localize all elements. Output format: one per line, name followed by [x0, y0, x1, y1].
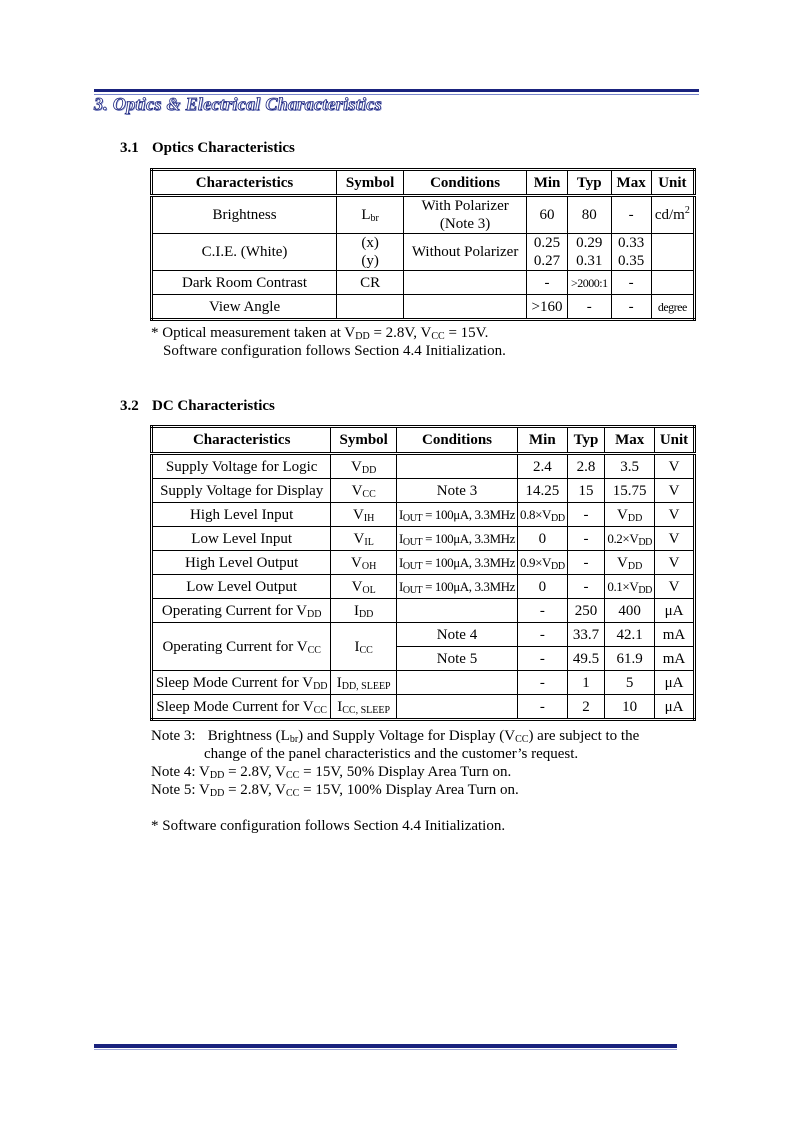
cell-unit: μA — [655, 599, 695, 623]
cell-symbol: CR — [337, 271, 404, 295]
cell-conditions: Note 3 — [396, 479, 517, 503]
cell-min: - — [518, 647, 568, 671]
cell-unit: μA — [655, 695, 695, 720]
cell-min: - — [518, 695, 568, 720]
cell-min: $0.9\times V_{DD}$ — [518, 551, 568, 575]
cell-unit: degree — [651, 295, 694, 320]
cell-unit: V — [655, 575, 695, 599]
cell-min: 2.4 — [518, 454, 568, 479]
table-row — [152, 271, 695, 295]
note-4: Note 4: $V_{DD} = 2.8V$, $V_{CC} = 15V$, 50% Display Area Turn on. — [151, 764, 512, 781]
cell-symbol: (x) (y) — [337, 234, 404, 271]
note-5: Note 5: $V_{DD} = 2.8V$, $V_{CC} = 15V$, 100% Display Area Turn on. — [151, 782, 519, 799]
cell-conditions: Note 5 — [396, 647, 517, 671]
header-cell: Min — [527, 170, 568, 196]
cell-conditions — [404, 295, 527, 320]
header-cell: Typ — [568, 170, 611, 196]
cell-symbol: $V_{IL}$ — [331, 527, 397, 551]
cell-typ: 1 — [567, 671, 605, 695]
dc-header-row — [152, 427, 695, 454]
cell-typ: - — [567, 527, 605, 551]
cell-min: 0.25 0.27 — [527, 234, 568, 271]
cell-min: 14.25 — [518, 479, 568, 503]
cell-max: $V_{DD}$ — [605, 551, 655, 575]
cell-characteristic: View Angle — [152, 295, 337, 320]
cell-conditions: $I_{OUT} = 100\mu A$, 3.3MHz — [396, 575, 517, 599]
optics-note-line2: Software configuration follows Section 4.4 Initialization. — [163, 343, 506, 359]
table-row — [152, 671, 695, 695]
cell-symbol — [337, 295, 404, 320]
cell-symbol: $I_{CC}$ — [331, 623, 397, 671]
cell-characteristic: Dark Room Contrast — [152, 271, 337, 295]
cell-max: 61.9 — [605, 647, 655, 671]
cell-unit: V — [655, 454, 695, 479]
cell-min: >160 — [527, 295, 568, 320]
cell-characteristic: Operating Current for $V_{DD}$ — [152, 599, 331, 623]
cell-conditions: $I_{OUT} = 100\mu A$, 3.3MHz — [396, 527, 517, 551]
cell-characteristic: Brightness — [152, 196, 337, 234]
cell-symbol: $V_{DD}$ — [331, 454, 397, 479]
dc-title: DC Characteristics — [152, 398, 275, 414]
cell-min: 60 — [527, 196, 568, 234]
table-row — [152, 695, 695, 720]
cell-symbol: $I_{DD, SLEEP}$ — [331, 671, 397, 695]
table-row — [152, 527, 695, 551]
cell-min: - — [527, 271, 568, 295]
table-row — [152, 479, 695, 503]
software-note: * Software configuration follows Section 4.4 Initialization. — [151, 818, 506, 834]
optics-number: 3.1 — [120, 140, 139, 156]
header-cell: Typ — [567, 427, 605, 454]
cell-characteristic: C.I.E. (White) — [152, 234, 337, 271]
dc-subtitle — [120, 398, 275, 415]
section-title: 3. Optics & Electrical Characteristics — [94, 94, 382, 114]
cell-conditions: With Polarizer (Note 3) — [404, 196, 527, 234]
optics-note: * Optical measurement taken at $V_{DD} = 2.8V$, $V_{CC} = 15V$. Software configuration follows Section 4.4 Initialization. — [151, 325, 506, 359]
cell-typ: - — [567, 503, 605, 527]
cell-unit: $cd/m^2$ — [651, 196, 694, 234]
cell-conditions — [404, 271, 527, 295]
optics-subtitle — [120, 140, 295, 157]
optics-table — [150, 168, 696, 321]
cell-unit: μA — [655, 671, 695, 695]
header-cell: Unit — [651, 170, 694, 196]
cell-max: - — [611, 295, 651, 320]
cell-max: 42.1 — [605, 623, 655, 647]
cell-unit: V — [655, 479, 695, 503]
cell-characteristic: High Level Output — [152, 551, 331, 575]
cell-characteristic: High Level Input — [152, 503, 331, 527]
header-cell: Conditions — [404, 170, 527, 196]
cell-max: 10 — [605, 695, 655, 720]
cell-max: $V_{DD}$ — [605, 503, 655, 527]
footer-rule — [94, 1044, 677, 1048]
dc-notes — [151, 727, 699, 835]
table-row — [152, 551, 695, 575]
cell-characteristic: Low Level Input — [152, 527, 331, 551]
dc-number: 3.2 — [120, 398, 139, 414]
cell-typ: - — [568, 295, 611, 320]
table-row — [152, 503, 695, 527]
cell-unit: mA — [655, 647, 695, 671]
table-row — [152, 599, 695, 623]
header-cell: Symbol — [331, 427, 397, 454]
table-row — [152, 623, 695, 647]
cell-min: $0.8\times V_{DD}$ — [518, 503, 568, 527]
cell-symbol: $V_{OH}$ — [331, 551, 397, 575]
cell-unit: V — [655, 551, 695, 575]
header-cell: Min — [518, 427, 568, 454]
header-cell: Characteristics — [152, 170, 337, 196]
cell-conditions: Note 4 — [396, 623, 517, 647]
cell-max: 3.5 — [605, 454, 655, 479]
header-cell: Conditions — [396, 427, 517, 454]
header-cell: Symbol — [337, 170, 404, 196]
optics-title: Optics Characteristics — [152, 140, 295, 156]
cell-conditions — [396, 599, 517, 623]
cell-typ: 2 — [567, 695, 605, 720]
cell-unit: V — [655, 527, 695, 551]
cell-min: - — [518, 671, 568, 695]
cell-unit — [651, 234, 694, 271]
cell-symbol: $I_{DD}$ — [331, 599, 397, 623]
cell-min: 0 — [518, 527, 568, 551]
header-cell: Characteristics — [152, 427, 331, 454]
cell-max: - — [611, 271, 651, 295]
header-cell: Max — [611, 170, 651, 196]
cell-max: - — [611, 196, 651, 234]
cell-conditions — [396, 671, 517, 695]
cell-max: 5 — [605, 671, 655, 695]
cell-conditions: $I_{OUT} = 100\mu A$, 3.3MHz — [396, 503, 517, 527]
cell-conditions: Without Polarizer — [404, 234, 527, 271]
cell-symbol: $I_{CC, SLEEP}$ — [331, 695, 397, 720]
footer-rule-thin — [94, 1049, 677, 1050]
table-row — [152, 575, 695, 599]
cell-typ: - — [567, 575, 605, 599]
cell-unit: V — [655, 503, 695, 527]
table-row — [152, 234, 695, 271]
cell-typ: 2.8 — [567, 454, 605, 479]
cell-typ: 80 — [568, 196, 611, 234]
cell-symbol: $L_{br}$ — [337, 196, 404, 234]
cell-max: $0.1\times V_{DD}$ — [605, 575, 655, 599]
cell-min: - — [518, 623, 568, 647]
cell-typ: 33.7 — [567, 623, 605, 647]
cell-unit — [651, 271, 694, 295]
cell-symbol: $V_{CC}$ — [331, 479, 397, 503]
header-cell: Unit — [655, 427, 695, 454]
note-3: Note 3: Brightness $(L_{br})$ and Supply Voltage for Display $(V_{CC})$ are subject to the — [151, 728, 640, 745]
cell-characteristic: Operating Current for $V_{CC}$ — [152, 623, 331, 671]
cell-min: - — [518, 599, 568, 623]
header-cell: Max — [605, 427, 655, 454]
cell-conditions — [396, 695, 517, 720]
cell-symbol: $V_{IH}$ — [331, 503, 397, 527]
cell-symbol: $V_{OL}$ — [331, 575, 397, 599]
table-row — [152, 454, 695, 479]
cell-max: $0.2\times V_{DD}$ — [605, 527, 655, 551]
optics-header-row — [152, 170, 695, 196]
cell-max: 0.33 0.35 — [611, 234, 651, 271]
cell-characteristic: Sleep Mode Current for $V_{CC}$ — [152, 695, 331, 720]
cell-characteristic: Sleep Mode Current for $V_{DD}$ — [152, 671, 331, 695]
cell-typ: 15 — [567, 479, 605, 503]
header-rule — [94, 89, 699, 92]
cell-typ: 250 — [567, 599, 605, 623]
cell-conditions — [396, 454, 517, 479]
cell-max: 400 — [605, 599, 655, 623]
cell-typ: >2000:1 — [568, 271, 611, 295]
cell-typ: - — [567, 551, 605, 575]
dc-table — [150, 425, 696, 721]
cell-typ: 0.29 0.31 — [568, 234, 611, 271]
note-3-line2: change of the panel characteristics and the customer’s request. — [204, 746, 579, 762]
cell-unit: mA — [655, 623, 695, 647]
cell-max: 15.75 — [605, 479, 655, 503]
cell-min: 0 — [518, 575, 568, 599]
table-row — [152, 295, 695, 320]
cell-typ: 49.5 — [567, 647, 605, 671]
cell-characteristic: Supply Voltage for Logic — [152, 454, 331, 479]
table-row — [152, 196, 695, 234]
cell-conditions: $I_{OUT} = 100\mu A$, 3.3MHz — [396, 551, 517, 575]
cell-characteristic: Supply Voltage for Display — [152, 479, 331, 503]
cell-characteristic: Low Level Output — [152, 575, 331, 599]
